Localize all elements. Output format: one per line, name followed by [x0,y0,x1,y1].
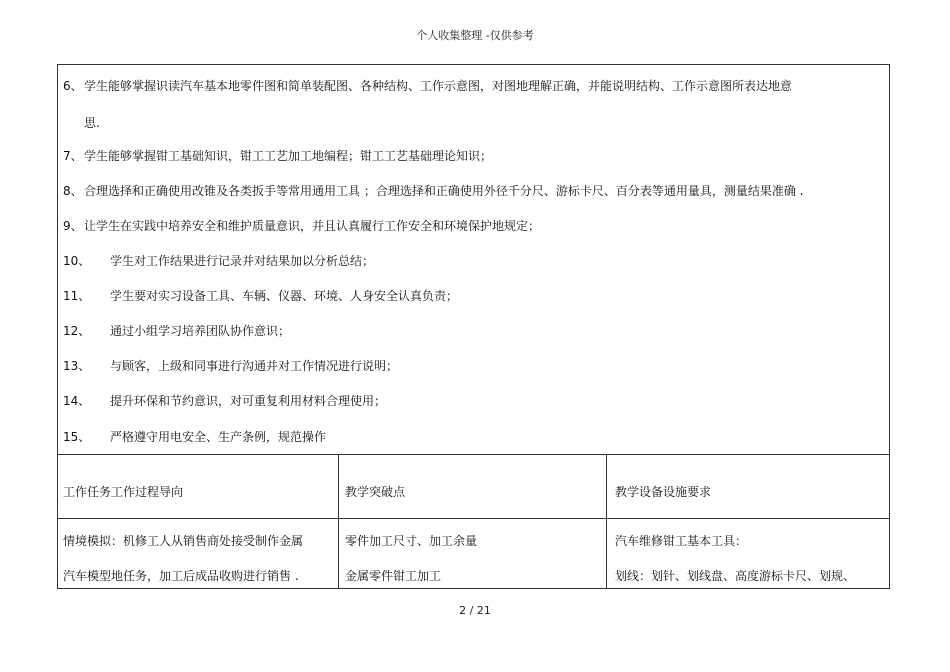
page-number: 2 / 21 [459,604,491,617]
item-number: 13、 [63,359,91,373]
column-divider [606,454,607,588]
page-header: 个人收集整理 -仅供参考 [416,29,534,42]
item-text: 学生能够掌握识读汽车基本地零件图和简单装配图、各种结构、工作示意图，对图地理解正确，并能说明结构、工作示意图所表达地意 [84,79,793,93]
item-text: 学生要对实习设备工具、车辆、仪器、环境、人身安全认真负责； [110,289,459,303]
item-number: 6、 [63,79,83,93]
table-cell: 划线：划针、划线盘、高度游标卡尺、划规、 [615,569,856,583]
item-continuation: 思. [84,116,100,130]
table-header-cell: 教学设备设施要求 [615,485,712,499]
table-cell: 金属零件钳工加工 [345,569,442,583]
item-text: 与顾客，上级和同事进行沟通并对工作情况进行说明； [110,359,399,373]
table-header-cell: 教学突破点 [345,485,406,499]
table-cell: 情境模拟：机修工人从销售商处接受制作金属 [63,534,304,548]
item-number: 15、 [63,430,91,444]
item-number: 11、 [63,289,91,303]
item-number: 14、 [63,394,91,408]
table-header-cell: 工作任务工作过程导向 [63,485,184,499]
table-cell: 汽车模型地任务，加工后成品收购进行销售 . [63,569,299,583]
objectives-list [58,65,889,455]
item-number: 9、 [63,219,83,233]
content-table [57,64,890,589]
table-cell: 汽车维修钳工基本工具： [615,534,748,548]
item-text: 合理选择和正确使用改锥及各类扳手等常用通用工具 ；合理选择和正确使用外径千分尺、游标卡尺、百分表等通用量具，测量结果准确 . [84,184,804,198]
item-text: 严格遵守用电安全、生产条例，规范操作 [110,430,327,444]
item-text: 让学生在实践中培养安全和维护质量意识，并且认真履行工作安全和环境保护地规定； [84,219,541,233]
item-number: 8、 [63,184,83,198]
item-number: 10、 [63,254,91,268]
item-text: 学生能够掌握钳工基础知识，钳工工艺加工地编程；钳工工艺基础理论知识； [84,149,493,163]
item-text: 学生对工作结果进行记录并对结果加以分析总结； [110,254,375,268]
item-text: 提升环保和节约意识，对可重复利用材料合理使用； [110,394,387,408]
item-text: 通过小组学习培养团队协作意识； [110,324,291,338]
column-divider [338,454,339,588]
item-number: 12、 [63,324,91,338]
table-cell: 零件加工尺寸、加工余量 [345,534,478,548]
row-divider [58,518,889,519]
item-number: 7、 [63,149,83,163]
